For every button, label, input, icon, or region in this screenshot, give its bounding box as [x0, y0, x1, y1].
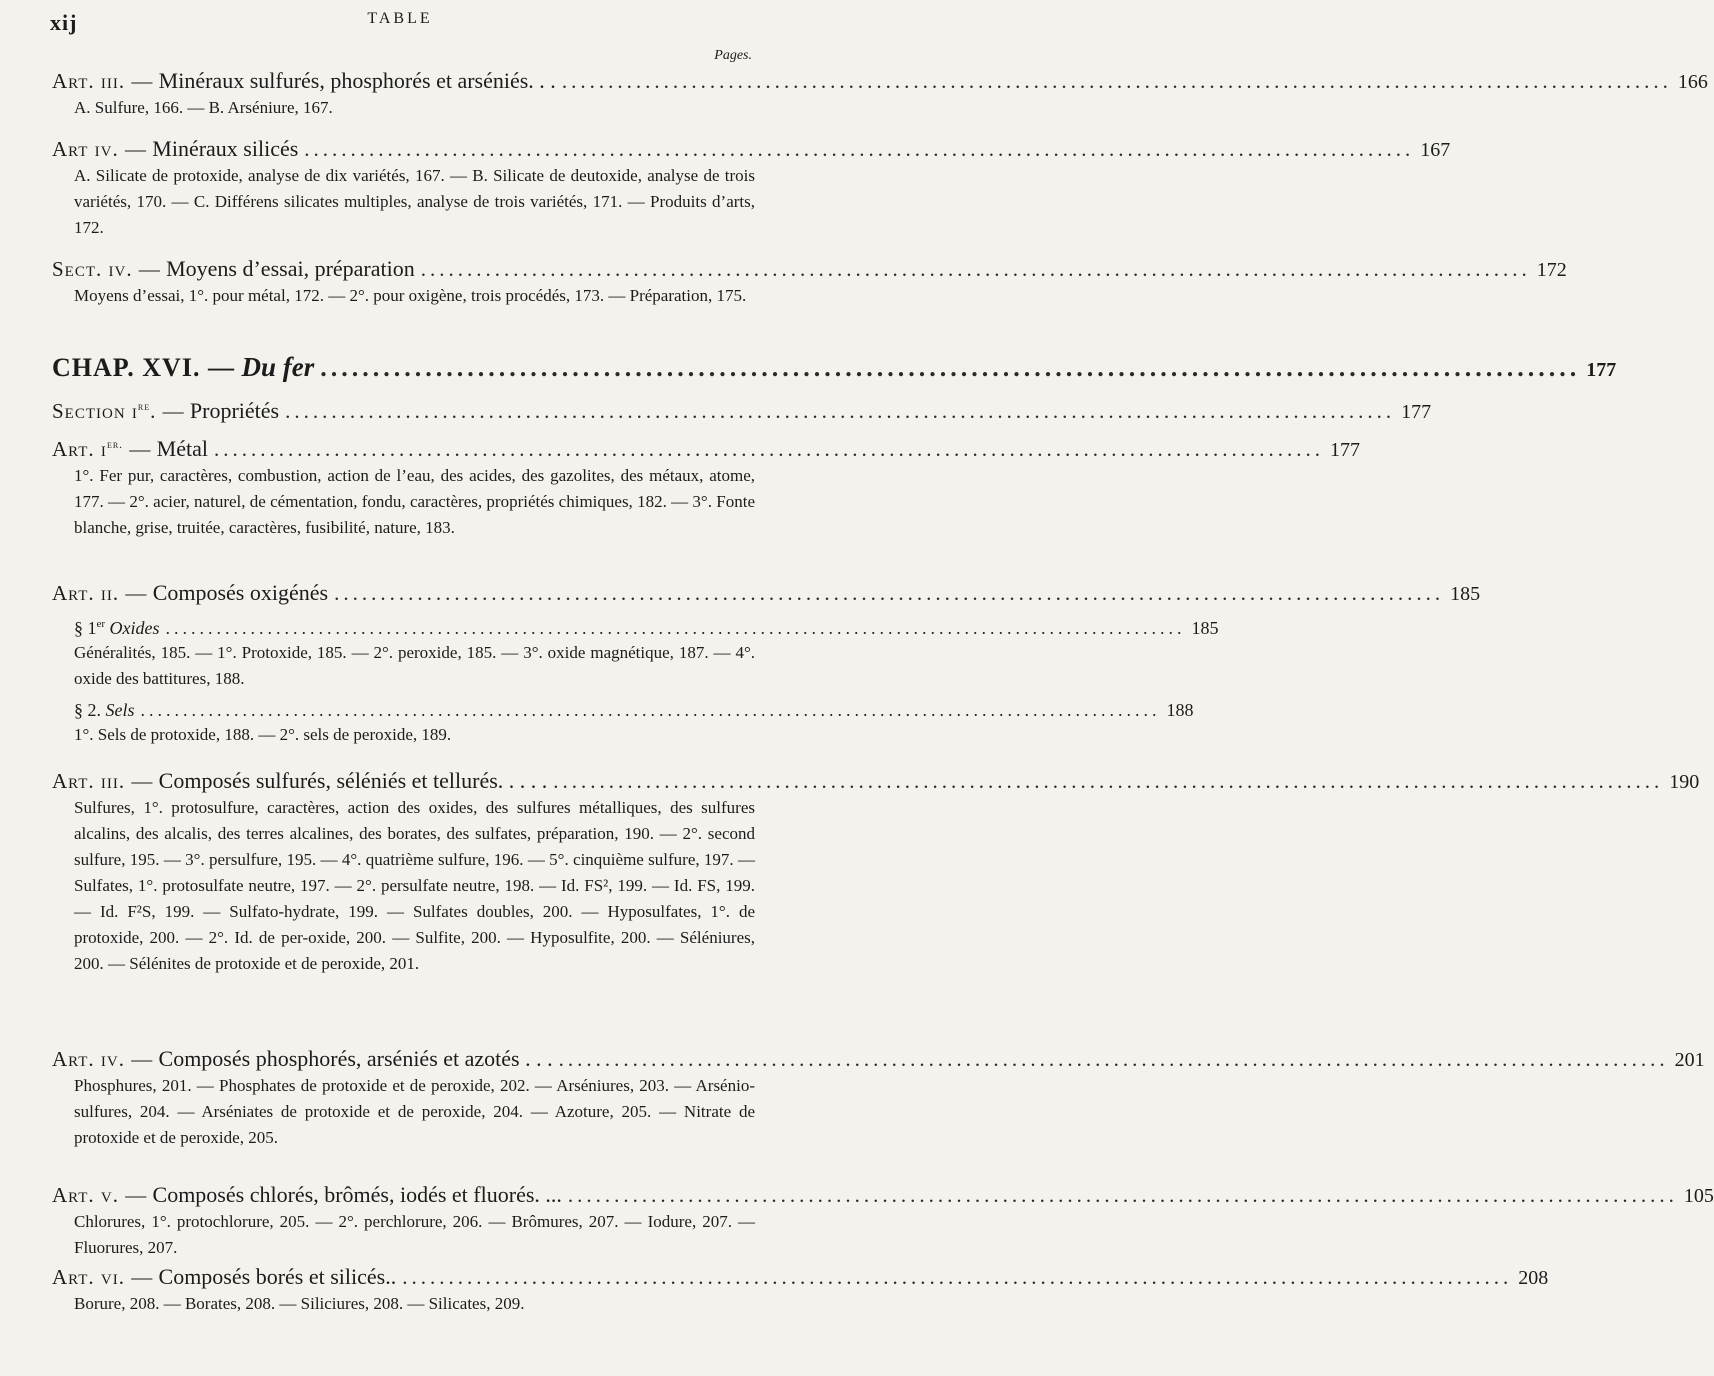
toc-description: Généralités, 185. — 1°. Protoxide, 185. — 2°. peroxide, 185. — 3°. oxide magnétique, 187. — 4°. oxide des battitures, 188.	[74, 643, 755, 688]
toc-entry	[52, 1046, 1705, 1151]
toc-description: Sulfures, 1°. protosulfure, caractères, action des oxides, des sulfures métalliques, des sulfures alcalins, des alcalis, des terres alcalines, des borates, des sulfates, préparation, 190. — 2°. second sulfure, 195. — 3°. persulfure, 195. — 4°. quatrième sulfure, 196. — 5°. cinquième sulfure, 197. — Sulfates, 1°. protosulfate neutre, 197. — 2°. persulfate neutre, 198. — Id. FS², 199. — Id. FS, 199. — Id. F²S, 199. — Sulfato-hydrate, 199. — Sulfates doubles, 200. — Hyposulfates, 1°. de protoxide, 200. — 2°. Id. de per-oxide, 200. — Sulfite, 200. — Hyposulfite, 200. — Séléniures, 200. — Sélénites de protoxide et de peroxide, 201.	[74, 798, 755, 973]
toc-heading	[52, 398, 1432, 424]
running-title: TABLE	[367, 10, 433, 27]
leader-dots: ........................................................................................................................	[402, 1265, 1513, 1289]
toc-subheading	[52, 618, 1219, 639]
toc-entry	[52, 768, 1700, 977]
toc-heading	[52, 768, 1700, 794]
toc-title: Sels	[105, 700, 135, 720]
leader-dots: ........................................................................................................................	[553, 769, 1664, 793]
toc-page: 166	[1677, 71, 1708, 93]
toc-heading	[52, 1046, 1705, 1072]
toc-page: 185	[1450, 583, 1481, 605]
toc-entry	[52, 1264, 1549, 1317]
toc-title: Propriétés	[189, 398, 280, 423]
toc-label: Art iv. —	[52, 137, 148, 161]
toc-heading	[52, 136, 1451, 162]
chapter-entry	[52, 352, 1617, 383]
toc-entry	[52, 700, 1194, 748]
page-number: xij	[50, 10, 78, 35]
chapter-heading	[52, 352, 1617, 383]
toc-page: 190	[1669, 771, 1700, 793]
toc-description: Borure, 208. — Borates, 208. — Siliciures, 208. — Silicates, 209.	[74, 1294, 525, 1313]
toc-label: Art. ii. —	[52, 581, 148, 605]
toc-page: 105	[1683, 1185, 1714, 1207]
toc-entry	[52, 256, 1567, 309]
toc-description: 1°. Fer pur, caractères, combustion, action de l’eau, des acides, des gazolites, des métaux, atome, 177. — 2°. acier, naturel, de cémentation, fondu, caractères, propriétés chimiques, 182. — 3°. Fonte blanche, grise, truitée, caractères, fusibilité, nature, 183.	[74, 466, 755, 537]
toc-entry	[52, 618, 1219, 692]
toc-title: Composés borés et silicés..	[158, 1264, 397, 1289]
toc-page: 172	[1536, 259, 1567, 281]
leader-dots: ........................................................................................................................	[140, 700, 1161, 720]
leader-dots: ........................................................................................................................	[561, 69, 1672, 93]
toc-description: Chlorures, 1°. protochlorure, 205. — 2°. perchlorure, 206. — Brômures, 207. — Iodure, 207. — Fluorures, 207.	[74, 1212, 755, 1257]
toc-label: Art. vi. —	[52, 1265, 154, 1289]
toc-label: § 1er	[74, 618, 106, 638]
toc-page: 208	[1518, 1267, 1549, 1289]
toc-label: § 2.	[74, 700, 101, 720]
toc-description: Moyens d’essai, 1°. pour métal, 172. — 2°. pour oxigène, trois procédés, 173. — Préparation, 175.	[74, 286, 747, 305]
leader-dots: ........................................................................................................................	[420, 257, 1531, 281]
pages-column-label: Pages.	[714, 48, 752, 63]
toc-heading	[52, 1264, 1549, 1290]
toc-label: Section $i^{re}$. —	[52, 399, 185, 423]
toc-page: 201	[1674, 1049, 1705, 1071]
toc-description: A. Silicate de protoxide, analyse de dix variétés, 167. — B. Silicate de deutoxide, analyse de trois variétés, 170. — C. Différens silicates multiples, analyse de trois variétés, 171. — Produits d’arts, 172.	[74, 166, 755, 237]
toc-label: Sect. iv. —	[52, 257, 161, 281]
toc-label: Art. iv. —	[52, 1047, 154, 1071]
leader-dots: ........................................................................................................................	[165, 618, 1186, 638]
toc-label: Art. v. —	[52, 1183, 148, 1207]
toc-heading	[52, 1182, 1714, 1208]
leader-dots: ........................................................................................................................	[285, 399, 1396, 423]
toc-page: 177	[1586, 359, 1617, 381]
leader-dots: ........................................................................................................................	[320, 353, 1581, 382]
toc-entry	[52, 1182, 1714, 1261]
leader-dots: ........................................................................................................................	[304, 137, 1415, 161]
toc-heading	[52, 436, 1360, 462]
toc-title: Composés phosphorés, arséniés et azotés . . .	[158, 1046, 553, 1071]
toc-page: 177	[1330, 439, 1360, 461]
leader-dots: ........................................................................................................................	[558, 1047, 1669, 1071]
toc-entry	[52, 398, 1432, 424]
toc-heading	[52, 68, 1708, 94]
chapter-label: CHAP. XVI. —	[52, 353, 235, 382]
toc-title: Minéraux silicés	[152, 136, 299, 161]
toc-title: Oxides	[109, 618, 160, 638]
toc-page: 177	[1401, 401, 1432, 423]
toc-title: Composés chlorés, brômés, iodés et fluorés. ...	[152, 1182, 562, 1207]
toc-entry	[52, 136, 1451, 241]
toc-page: 185	[1191, 618, 1219, 638]
toc-heading	[52, 256, 1567, 282]
toc-heading	[52, 580, 1481, 606]
toc-entry	[52, 68, 1708, 121]
toc-page: 167	[1420, 139, 1451, 161]
toc-title: Composés sulfurés, séléniés et tellurés. . . . .	[158, 768, 548, 793]
toc-subheading	[52, 700, 1194, 721]
toc-entry	[52, 436, 1360, 541]
toc-title: Composés oxigénés	[152, 580, 329, 605]
leader-dots: ........................................................................................................................	[214, 437, 1324, 461]
toc-description: A. Sulfure, 166. — B. Arséniure, 167.	[74, 98, 333, 117]
toc-description: Phosphures, 201. — Phosphates de protoxide et de peroxide, 202. — Arséniures, 203. — Arsénio-sulfures, 204. — Arséniates de protoxide et de peroxide, 204. — Azoture, 205. — Nitrate de protoxide et de peroxide, 205.	[74, 1076, 755, 1147]
chapter-title: Du fer	[241, 352, 315, 382]
toc-entry	[52, 580, 1481, 606]
leader-dots: ........................................................................................................................	[567, 1183, 1678, 1207]
leader-dots: ........................................................................................................................	[334, 581, 1445, 605]
toc-label: Art. $i^{er.}$ —	[52, 437, 152, 461]
toc-description: 1°. Sels de protoxide, 188. — 2°. sels de peroxide, 189.	[74, 725, 452, 744]
toc-title: Moyens d’essai, préparation	[166, 256, 415, 281]
toc-title: Métal	[156, 436, 208, 461]
toc-title: Minéraux sulfurés, phosphorés et arséniés. . .	[158, 68, 556, 93]
toc-page: 188	[1166, 700, 1194, 720]
toc-label: Art. iii. —	[52, 69, 154, 93]
toc-label: Art. iii. —	[52, 769, 154, 793]
